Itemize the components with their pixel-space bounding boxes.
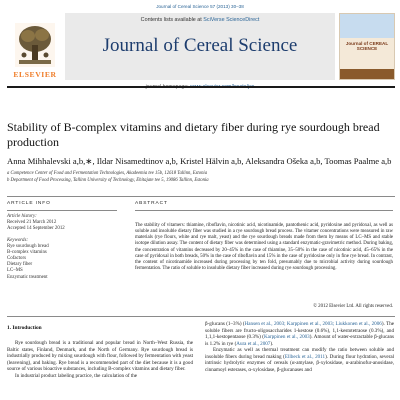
abstract-heading: ABSTRACT [135, 201, 168, 206]
keyword-item: Enzymatic treatment [7, 274, 48, 280]
text-run: ). The soluble fibers are fructo-oligosaccharides 1-kestose (0.6%), 1,1-kestotetraose (0.3%), and 1,1,1-kestopentaose (0.3%) ( [205, 321, 394, 340]
affiliation-divider [7, 196, 395, 197]
citation-link[interactable]: Karppinen et al., 2003 [263, 334, 310, 340]
journal-title: Journal of Cereal Science [102, 35, 298, 56]
keyword-item: Rye sourdough bread [7, 244, 49, 250]
cover-strip [340, 69, 394, 79]
journal-header [7, 13, 395, 103]
keyword-item: Cofactors [7, 256, 27, 262]
affiliation-a: a Competence Center of Food and Fermentation Technologies, Akadeemia tee 15b, 12618 Tallinn, Estonia [7, 171, 208, 176]
intro-paragraph-right [205, 347, 394, 373]
author-list[interactable]: Anna Mihhalevski a,b,∗, Ildar Nisamedtinov a,b, Kristel Hälvin a,b, Aleksandra Ošeka a,b, Toomas Paalme a,b [7, 156, 392, 166]
sciencedirect-link[interactable]: SciVerse ScienceDirect [203, 17, 260, 23]
keywords-label: Keywords: [7, 238, 29, 243]
citation-link[interactable]: Aura et al., 2007 [236, 340, 271, 347]
elsevier-tree-icon [15, 23, 55, 67]
article-info-heading: ARTICLE INFO [7, 201, 51, 206]
keyword-item: B-complex vitamins [7, 250, 47, 256]
citation-link[interactable]: Hansen et al., 2003; Karppinen et al., 2003; Liukkonen et al., 2006 [244, 321, 382, 327]
header-divider [7, 86, 395, 88]
received-date: Received 21 March 2012 [7, 220, 57, 226]
journal-citation[interactable]: Journal of Cereal Science 57 (2013) 30–38 [156, 4, 244, 9]
journal-banner [65, 13, 335, 80]
text-run: ). During flour hydration, several intrinsic hydrolytic enzymes of cereals (α-amylase, β-xylosidase, α-arabinofur-anosidase, cinnamoyl esterases, α-xylosidase, β-glucanases and [205, 353, 394, 373]
body-divider [7, 316, 395, 317]
abstract-divider [135, 210, 393, 211]
history-label: Article history: [7, 214, 37, 219]
accepted-date: Accepted 14 September 2012 [7, 226, 65, 232]
text-run: Enzymatic as well as thermal treatment can modify the ratio between soluble and insoluble fibers during bread making ( [205, 347, 394, 360]
contents-line [65, 17, 335, 23]
keywords-block [7, 238, 117, 281]
section-heading-introduction: 1. Introduction [7, 325, 42, 331]
article-title: Stability of B-complex vitamins and dietary fiber during rye sourdough bread production [7, 120, 380, 149]
elsevier-logo[interactable] [7, 13, 62, 80]
intro-right-column [205, 321, 394, 373]
info-divider [7, 210, 117, 211]
intro-left-column [7, 340, 193, 379]
text-run: ). [270, 340, 274, 347]
affiliation-b: b Department of Food Processing, Tallinn University of Technology, Ehitajate tee 5, 19086 Tallinn, Estonia [7, 178, 209, 183]
text-run: ). Amount of water-extractable β-glucans is 1.2% in rye ( [205, 334, 395, 347]
cover-title: Journal of CEREAL SCIENCE [345, 41, 389, 51]
cover-image [340, 14, 394, 38]
intro-paragraph-right [205, 321, 394, 347]
keyword-item: LC–MS [7, 268, 23, 274]
text-run: β-glucans (1–3%) ( [205, 321, 245, 327]
copyright-notice: © 2012 Elsevier Ltd. All rights reserved. [313, 304, 393, 309]
intro-paragraph: In industrial product labeling practice, the calculation of the [15, 372, 138, 379]
publisher-name: ELSEVIER [13, 70, 57, 79]
article-history [7, 214, 117, 232]
intro-paragraph: Rye sourdough bread is a traditional and popular bread in North–West Russia, the Baltic states, Finland, Denmark, and the North of Germany. Rye sourdough bread is industrially produced by mixing sourdough with flour, followed by fermentation with yeast (leavening), and baking. Rye bread is a recommended part of the diet because it is a good source of various bioactive substances, including B-complex vitamins and dietary fiber. [7, 340, 193, 372]
journal-cover-thumbnail[interactable] [339, 13, 395, 80]
citation-link[interactable]: Ellbeck et al., 2011 [284, 353, 326, 360]
keyword-item: Dietary fiber [7, 262, 33, 268]
abstract-text: The stability of vitamers: thiamine, riboflavin, nicotinic acid, nicotinamide, pantothenic acid, pyridoxine and pyridoxal, as well as soluble and insoluble dietary fiber was studied in a rye sourdough bread process. The vitamer concentrations were measured in raw materials (rye flours, white and rye malt, yeast) and the rye sourdough breads made from them by means of LC–MS and stable isotope dilution assay. The content of dietary fiber was determined using a standard enzymatic-gravimetric method. During baking, the concentration of vitamins decreased by 20–45% in the case of thiamine, 35–50% in the case of nicotinic acid, 45–65% in the case of pyridoxal in both breads, 50% in the case of riboflavin and 15% in the case of pyridoxine only in fine rye bread. In contrast, the content of nicotinamide increased during processing by ten fold, presumably due to microbial activity during sourdough fermentation. The ratio of soluble to insoluble dietary fiber increased during rye sourdough processing. [135, 223, 393, 272]
contents-prefix: Contents lists available at [140, 17, 204, 23]
